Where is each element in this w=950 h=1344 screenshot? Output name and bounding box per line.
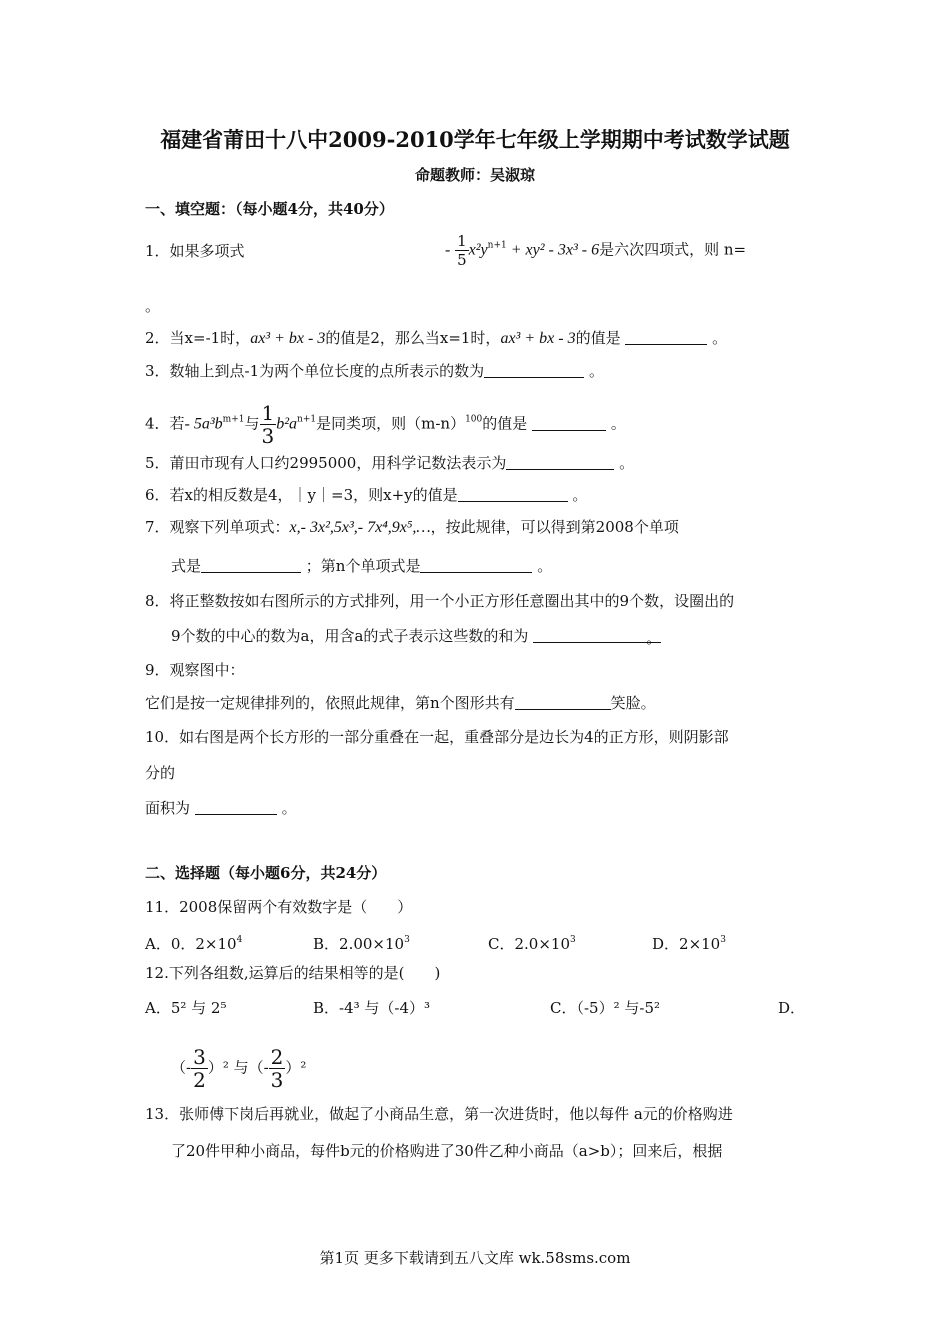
q12-fraction-2: $\frac{2}{3}$ — [270, 1045, 284, 1092]
q8-text-2: 9个数的中心的数为a，用含a的式子表示这些数的和为 。 — [171, 627, 662, 647]
q10-text-2: 分的 — [145, 764, 176, 782]
q1-end: 。 — [145, 297, 161, 315]
q12-option-d: D． — [778, 999, 806, 1017]
q7-text-2: 式是 ；第n个单项式是 。 — [171, 557, 553, 575]
q11-option-c: C．$2.0\times 10^3$ — [488, 935, 576, 953]
q5-answer-blank — [506, 455, 614, 470]
q11-text: 11．2008保留两个有效数字是（ ） — [145, 898, 413, 916]
q8-text: 8．将正整数按如右图所示的方式排列，用一个小正方形任意圈出其中的9个数，设圈出的 — [145, 592, 735, 610]
q12-fraction-1: $\frac{3}{2}$ — [193, 1045, 206, 1092]
q4-fraction: $\frac{1}{3}$ — [261, 401, 275, 448]
teacher-line: 命题教师：吴淑琼 — [414, 166, 535, 184]
q7-text: 7．观察下列单项式：x,- 3x²,5x³,- 7x⁴,9x⁵,…，按此规律，可以得到第2008个单项 — [145, 518, 679, 536]
q3-answer-blank — [484, 363, 584, 378]
q9-text: 9．观察图中： — [145, 661, 245, 679]
section-2-heading: 二、选择题（每小题6分，共24分） — [145, 864, 387, 882]
q2-answer-blank — [625, 330, 707, 345]
q12-text: 12.下列各组数,运算后的结果相等的是( ) — [145, 964, 441, 982]
q3-text: 3．数轴上到点-1为两个单位长度的点所表示的数为 。 — [145, 362, 604, 380]
q9-answer-blank — [515, 695, 611, 710]
q4-answer-blank — [532, 416, 606, 431]
page-footer: 第1页 更多下载请到五八文库 wk.58sms.com — [319, 1249, 631, 1267]
q12-option-c: C．（-5）² 与-5² — [550, 999, 660, 1017]
q11-option-a: A．0．$2\times 10^4$ — [145, 935, 243, 953]
q10-text: 10．如右图是两个长方形的一部分重叠在一起，重叠部分是边长为4的正方形，则阴影部 — [145, 728, 729, 746]
q10-answer-blank — [195, 800, 277, 815]
q7-answer-blank-2 — [420, 558, 532, 573]
q11-option-b: B．$2.00\times 10^3$ — [313, 935, 410, 953]
section-1-heading: 一、填空题：（每小题4分，共40分） — [145, 200, 394, 218]
q11-option-d: D．$2\times 10^3$ — [652, 935, 726, 953]
q1-text: 1．如果多项式 — [145, 242, 245, 260]
q1-formula: - $\frac{1}{5}$ $x^2y^{n+1} + xy^2 - 3x^3 - 6$是六次四项式，则 n= — [445, 232, 747, 269]
q13-text-2: 了20件甲种小商品，每件b元的价格购进了30件乙种小商品（a>b）；回来后，根据 — [171, 1142, 723, 1160]
q2-text: 2．当x=-1时，ax³ + bx - 3的值是2，那么当x=1时，ax³ + bx - 3的值是 。 — [145, 329, 728, 347]
q4-text: 4．若- $5a^3b^{m+1}$与 $\frac{1}{3}$ $b^2a^{n+1}$是同类项，则$(m-n)^{100}$的值是 。 — [145, 401, 626, 448]
q10-text-3: 面积为 。 — [145, 799, 297, 817]
q6-answer-blank — [458, 487, 568, 502]
q1-fraction: $\frac{1}{5}$ — [457, 232, 467, 269]
page-title: 福建省莆田十八中2009-2010学年七年级上学期期中考试数学试题 — [160, 127, 790, 152]
q9-text-2: 它们是按一定规律排列的，依照此规律，第n个图形共有 笑脸。 — [145, 694, 656, 712]
q12-option-d-formula: （- $\frac{3}{2}$ ）² 与（- $\frac{2}{3}$ ）² — [171, 1045, 307, 1092]
q7-answer-blank-1 — [201, 558, 301, 573]
q6-text: 6．若x的相反数是4，｜y｜=3，则x+y的值是 。 — [145, 486, 588, 504]
q5-text: 5．莆田市现有人口约2995000，用科学记数法表示为 。 — [145, 454, 635, 472]
q12-option-a: A．5² 与 2⁵ — [145, 999, 227, 1017]
q12-option-b: B．-4³ 与（-4）³ — [313, 999, 431, 1017]
q8-answer-blank: 。 — [533, 628, 661, 643]
q13-text: 13．张师傅下岗后再就业，做起了小商品生意，第一次进货时，他以每件 a元的价格购进 — [145, 1105, 733, 1123]
